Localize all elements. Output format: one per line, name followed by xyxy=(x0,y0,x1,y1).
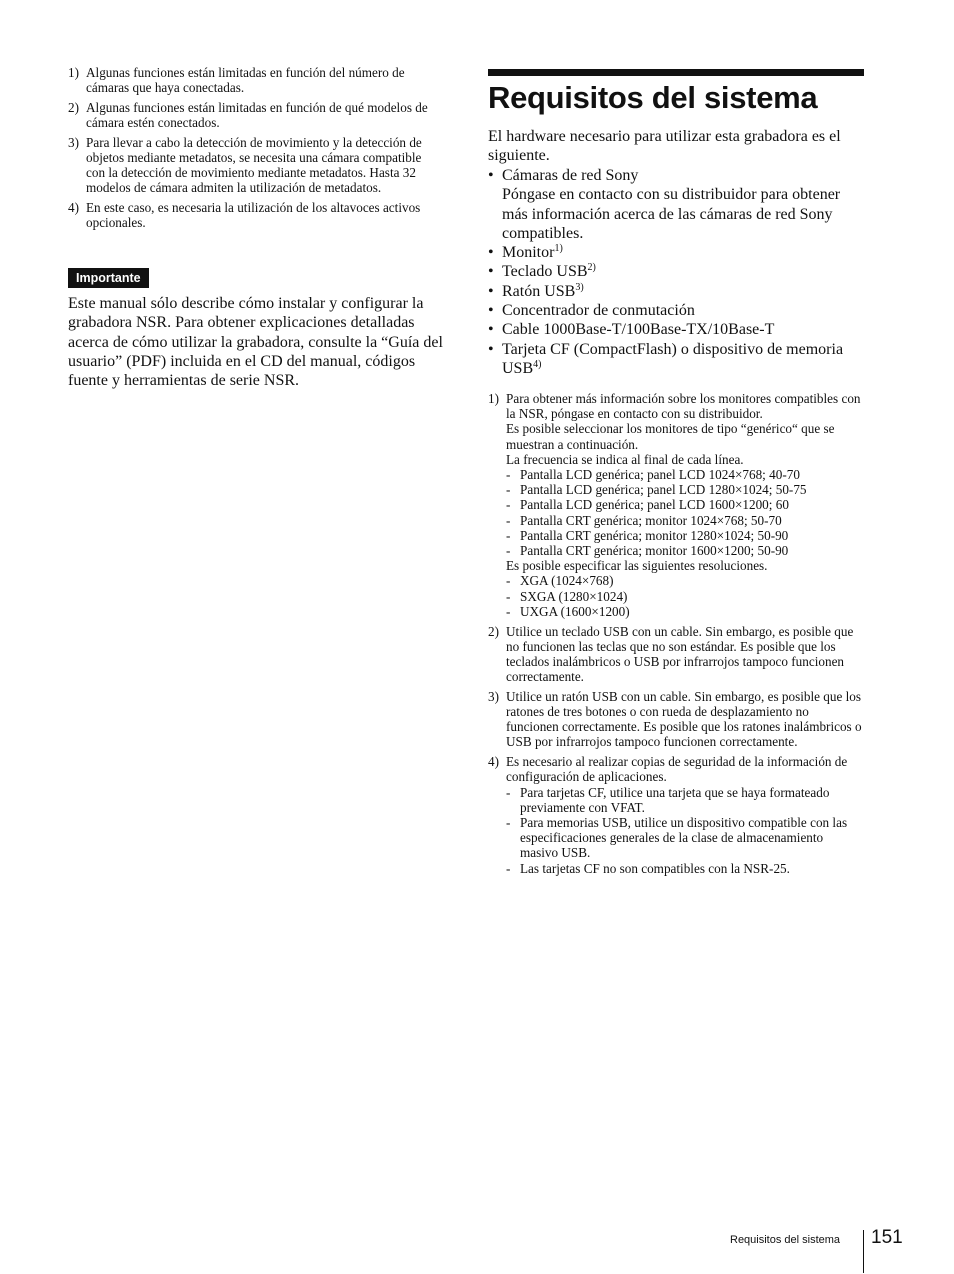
footnote-text: Utilice un ratón USB con un cable. Sin embargo, es posible que los ratones de tres botones o con rueda de desplazamiento no funcionen correctamente. Es posible que los ratones inalámbricos o USB por infrarrojos tampoco funcionen correctamente. xyxy=(506,688,862,750)
note-item xyxy=(68,65,443,95)
monitor-list xyxy=(506,467,864,558)
storage-text: Para memorias USB, utilice un dispositivo compatible con las especificaciones generales de la clase de almacenamiento masivo USB. xyxy=(520,814,848,861)
monitor-text: Pantalla CRT genérica; monitor 1600×1200; 50-90 xyxy=(520,543,789,559)
requirement-text: Cámaras de red Sony xyxy=(502,167,639,184)
bullet-icon: • xyxy=(488,282,494,300)
bullet-icon: • xyxy=(488,167,494,184)
footnote-1 xyxy=(488,391,864,619)
footnote-text: Es necesario al realizar copias de seguridad de la información de configuración de aplicaciones. xyxy=(506,754,848,785)
requirement-item xyxy=(488,320,864,339)
requirements-list xyxy=(488,166,864,378)
requirement-item xyxy=(488,340,864,379)
dash-mark: - xyxy=(506,527,511,543)
dash-mark: - xyxy=(506,588,511,604)
note-text: Para llevar a cabo la detección de movimiento y la detección de objetos mediante metadatos, se necesita una cámara compatible con la detección de movimiento mediante metadatos. Hasta 32 modelos de cámara admiten la utilización de metadatos. xyxy=(86,134,422,196)
requirement-item xyxy=(488,282,864,301)
dash-mark: - xyxy=(506,512,511,528)
note-item xyxy=(68,135,443,196)
footnote-ref: 4) xyxy=(533,358,542,370)
note-text: En este caso, es necesaria la utilización de los altavoces activos opcionales. xyxy=(86,200,421,231)
resolution-text: XGA (1024×768) xyxy=(520,573,614,589)
footnote-text: La frecuencia se indica al final de cada línea. xyxy=(506,451,744,467)
footnote-number: 1) xyxy=(488,391,499,406)
resolution-item xyxy=(506,573,864,588)
footnote-ref: 1) xyxy=(554,243,563,255)
note-text: Algunas funciones están limitadas en función de qué modelos de cámara estén conectados. xyxy=(86,99,428,131)
important-text: Este manual sólo describe cómo instalar y configurar la grabadora NSR. Para obtener explicaciones detalladas acerca de cómo utilizar la grabadora, consulte la “Guía del usuario” (PDF) incluida en el CD del manual, códigos fuente y herramientas de serie NSR. xyxy=(68,295,443,390)
dash-mark: - xyxy=(506,860,511,876)
important-label: Importante xyxy=(68,268,149,288)
dash-mark: - xyxy=(506,482,511,498)
requirement-item xyxy=(488,262,864,281)
dash-mark: - xyxy=(506,784,511,800)
footnote-text: Utilice un teclado USB con un cable. Sin embargo, es posible que no funcionen las teclas que no son estándar. Es posible que los teclados inalámbricos o USB por infrarrojos tampoco funcionen correctamente. xyxy=(506,623,854,685)
monitor-item xyxy=(506,513,864,528)
bullet-icon: • xyxy=(488,340,494,358)
capability-notes xyxy=(68,65,443,235)
page-number: 151 xyxy=(871,1227,903,1248)
resolution-text: SXGA (1280×1024) xyxy=(520,588,628,604)
monitor-item xyxy=(506,497,864,512)
footer-divider xyxy=(863,1230,864,1273)
monitor-text: Pantalla CRT genérica; monitor 1024×768; 50-70 xyxy=(520,512,782,528)
intro-paragraph: El hardware necesario para utilizar esta grabadora es el siguiente. xyxy=(488,128,841,165)
storage-list xyxy=(506,785,864,876)
footnote-text: Para obtener más información sobre los monitores compatibles con la NSR, póngase en contacto con su distribuidor. xyxy=(506,391,861,422)
resolution-text: UXGA (1600×1200) xyxy=(520,603,630,619)
monitor-text: Pantalla CRT genérica; monitor 1280×1024; 50-90 xyxy=(520,527,789,543)
monitor-text: Pantalla LCD genérica; panel LCD 1024×768; 40-70 xyxy=(520,467,800,483)
storage-text: Las tarjetas CF no son compatibles con la NSR-25. xyxy=(520,860,790,876)
dash-mark: - xyxy=(506,497,511,513)
monitor-item xyxy=(506,467,864,482)
note-number: 2) xyxy=(68,99,79,115)
monitor-text: Pantalla LCD genérica; panel LCD 1280×1024; 50-75 xyxy=(520,482,807,498)
requirement-text: Monitor xyxy=(502,244,555,262)
footnote-ref: 3) xyxy=(575,281,584,293)
footnote-text: Es posible seleccionar los monitores de tipo “genérico“ que se muestran a continuación. xyxy=(506,421,835,452)
monitor-item xyxy=(506,528,864,543)
resolution-item xyxy=(506,589,864,604)
storage-item xyxy=(506,861,864,876)
footnotes xyxy=(488,391,864,880)
note-item xyxy=(68,100,443,130)
footnote-ref: 2) xyxy=(587,262,596,274)
bullet-icon: • xyxy=(488,244,494,262)
bullet-icon: • xyxy=(488,321,494,339)
storage-item xyxy=(506,785,864,815)
requirement-detail: Póngase en contacto con su distribuidor para obtener más información acerca de las cámaras de red Sony compatibles. xyxy=(502,186,841,242)
requirement-text: Ratón USB xyxy=(502,282,576,300)
storage-text: Para tarjetas CF, utilice una tarjeta que se haya formateado previamente con VFAT. xyxy=(520,784,830,815)
footnote-text: Es posible especificar las siguientes resoluciones. xyxy=(506,558,768,574)
storage-item xyxy=(506,815,864,861)
dash-mark: - xyxy=(506,814,511,830)
note-number: 3) xyxy=(68,134,79,150)
dash-mark: - xyxy=(506,543,511,559)
resolution-item xyxy=(506,604,864,619)
section-title: Requisitos del sistema xyxy=(488,80,818,115)
monitor-item xyxy=(506,482,864,497)
footnote-4 xyxy=(488,754,864,876)
resolution-list xyxy=(506,573,864,619)
requirement-item xyxy=(488,301,864,320)
footnote-3 xyxy=(488,689,864,750)
requirement-item xyxy=(488,166,864,243)
note-item xyxy=(68,200,443,230)
requirement-text: Concentrador de conmutación xyxy=(502,302,695,320)
requirement-text: Cable 1000Base-T/100Base-TX/10Base-T xyxy=(502,321,775,339)
bullet-icon: • xyxy=(488,263,494,281)
dash-mark: - xyxy=(506,467,511,483)
bullet-icon: • xyxy=(488,302,494,320)
monitor-item xyxy=(506,543,864,558)
note-number: 4) xyxy=(68,200,79,216)
title-rule xyxy=(488,69,864,76)
monitor-text: Pantalla LCD genérica; panel LCD 1600×1200; 60 xyxy=(520,497,789,513)
note-number: 1) xyxy=(68,65,79,80)
footnote-number: 3) xyxy=(488,688,499,704)
dash-mark: - xyxy=(506,573,511,589)
note-text: Algunas funciones están limitadas en función del número de cámaras que haya conectadas. xyxy=(86,65,405,96)
requirement-item xyxy=(488,243,864,262)
footer-section-label: Requisitos del sistema xyxy=(730,1234,841,1246)
footnote-number: 4) xyxy=(488,754,499,770)
footnote-number: 2) xyxy=(488,623,499,639)
footnote-2 xyxy=(488,624,864,685)
dash-mark: - xyxy=(506,603,511,619)
requirement-text: Teclado USB xyxy=(502,263,588,281)
requirement-text: Tarjeta CF (CompactFlash) o dispositivo de memoria USB xyxy=(502,340,844,377)
